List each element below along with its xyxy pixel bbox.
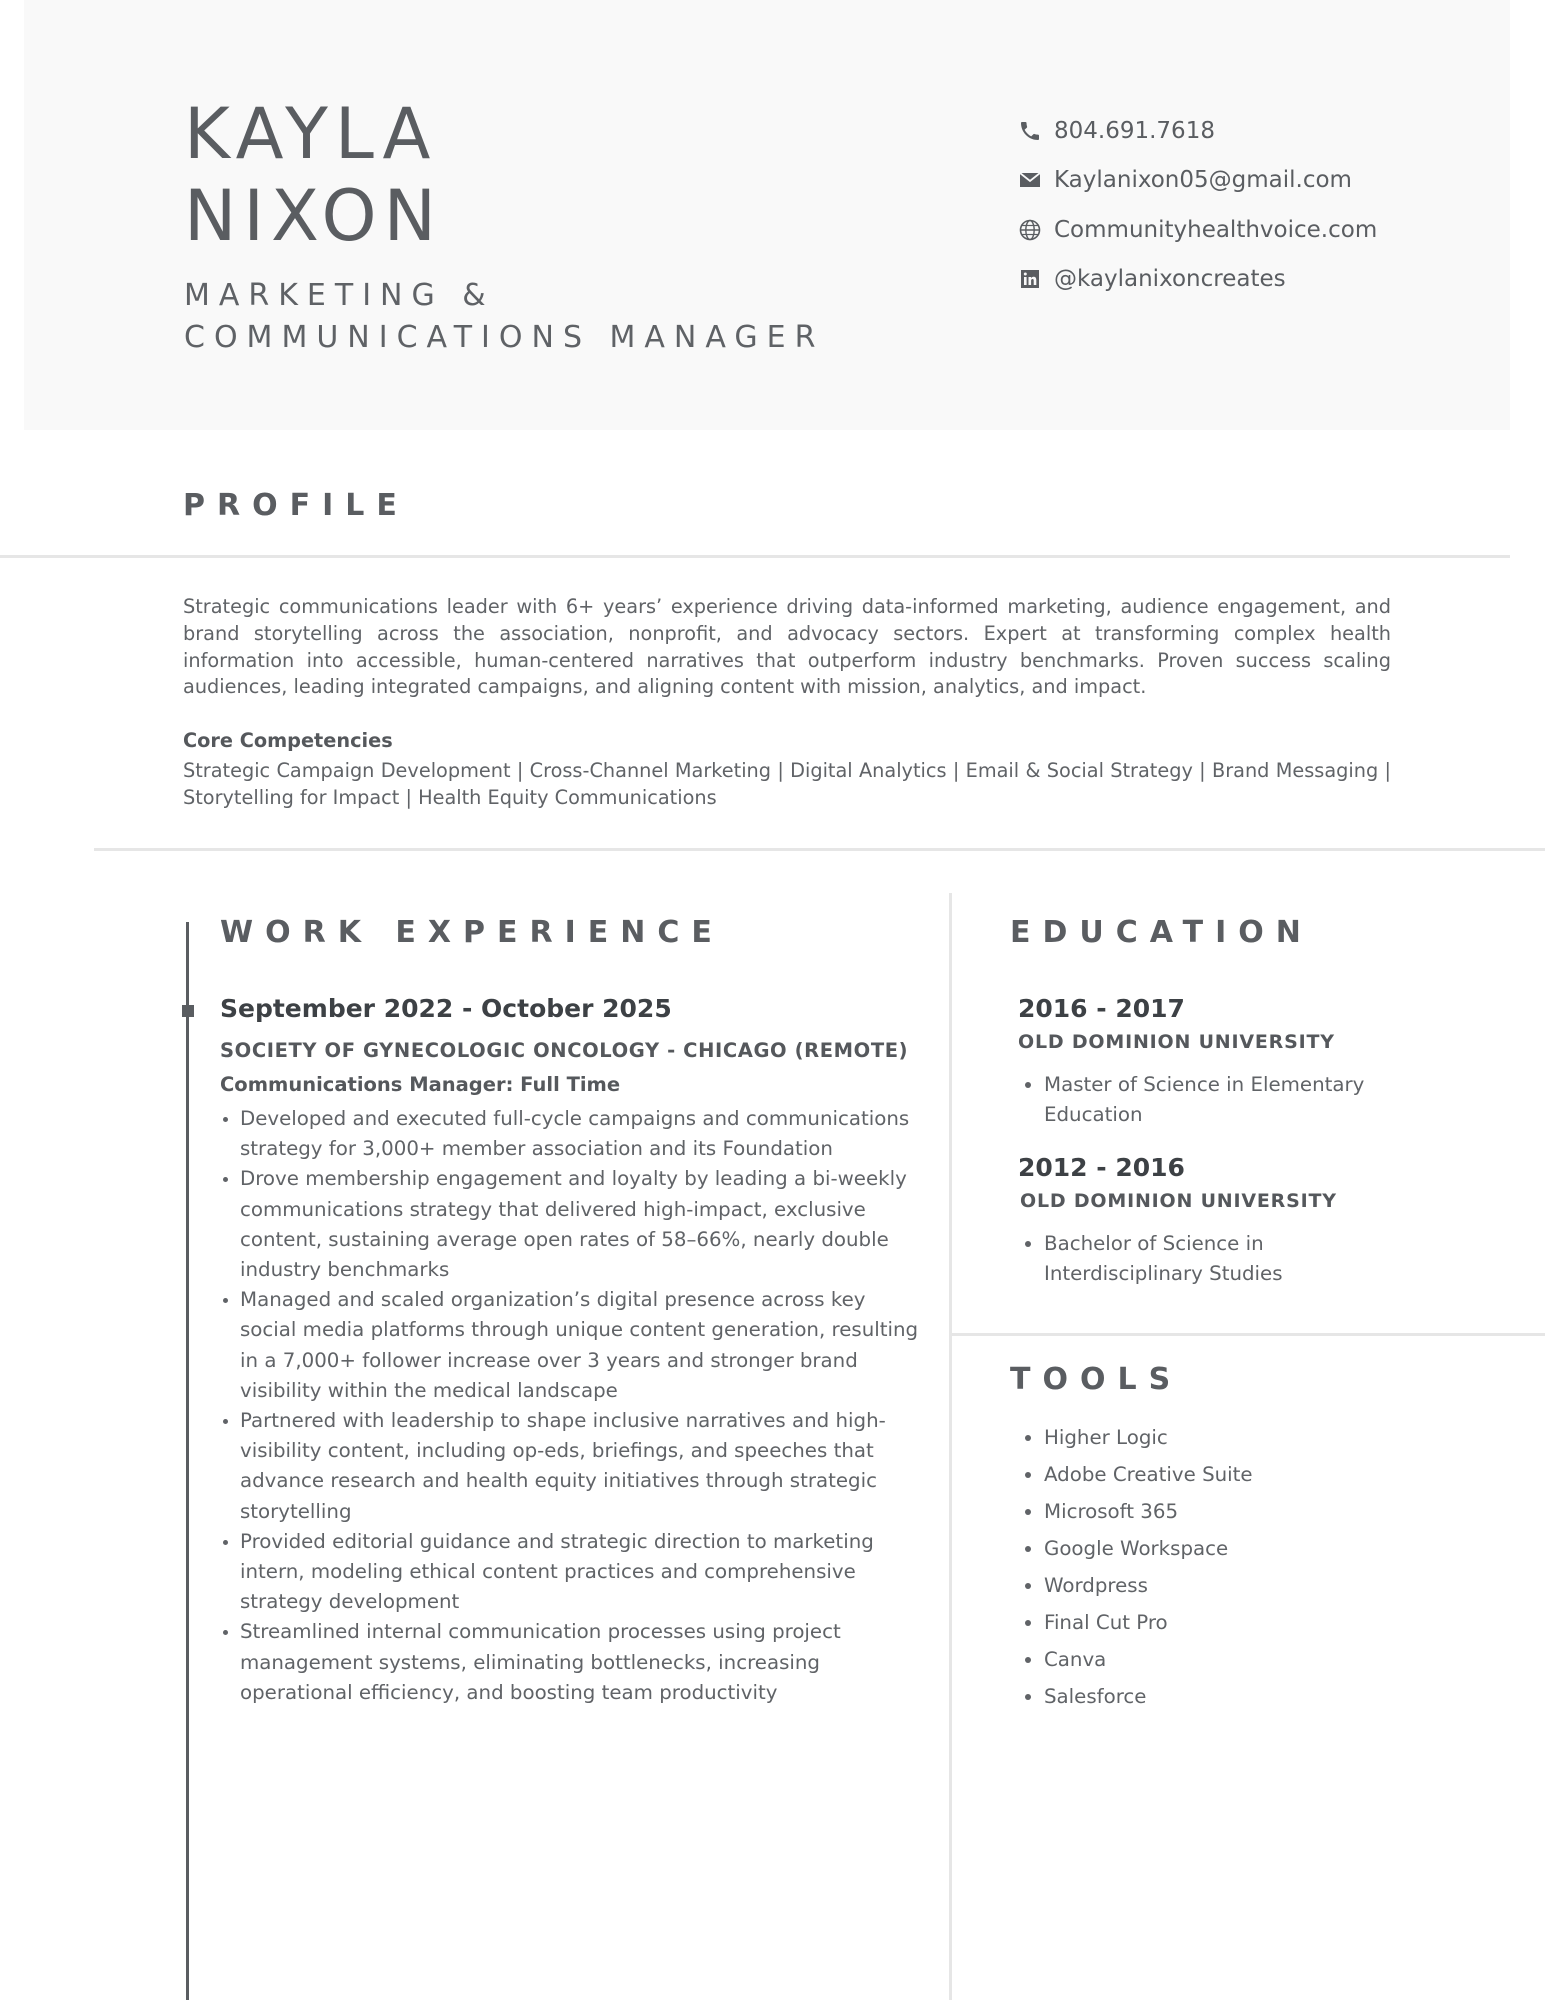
job-bullet: • Managed and scaled organization’s digital presence across key social media platforms through unique content generation, resulting in a 7,000+ follower increase over 3 years and stronger brand visibility within the medical landscape bbox=[240, 1285, 920, 1406]
tool-item: • Canva bbox=[1044, 1641, 1253, 1678]
profile-summary: Strategic communications leader with 6+ years’ experience driving data-informed marketing, audience engagement, and brand storytelling across the association, nonprofit, and advocacy sectors. Expert at transforming complex health information into accessible, human-centered narratives that outperform industry benchmarks. Proven success scaling audiences, leading integrated campaigns, and aligning content with mission, analytics, and impact. bbox=[183, 595, 1391, 699]
column-divider bbox=[949, 893, 952, 2000]
education-school: OLD DOMINION UNIVERSITY bbox=[1018, 1031, 1335, 1053]
contact-linkedin[interactable] bbox=[1014, 255, 1377, 305]
job-bullet: • Provided editorial guidance and strategic direction to marketing intern, modeling ethical content practices and comprehensive strategy development bbox=[240, 1527, 920, 1618]
contact-phone-text: 804.691.7618 bbox=[1054, 117, 1215, 144]
tool-item: • Wordpress bbox=[1044, 1567, 1253, 1604]
tools-heading: TOOLS bbox=[1010, 1362, 1183, 1397]
education-degree-list bbox=[1018, 1229, 1378, 1289]
job-bullet: • Developed and executed full-cycle campaigns and communications strategy for 3,000+ member association and its Foundation bbox=[240, 1104, 920, 1164]
job-dates: September 2022 - October 2025 bbox=[220, 994, 672, 1023]
education-years: 2012 - 2016 bbox=[1018, 1153, 1185, 1182]
first-name: KAYLA bbox=[184, 93, 438, 175]
job-title-line-2: COMMUNICATIONS MANAGER bbox=[184, 320, 825, 355]
contact-email-text: Kaylanixon05@gmail.com bbox=[1054, 167, 1352, 194]
education-heading: EDUCATION bbox=[1010, 915, 1313, 950]
contact-website[interactable] bbox=[1014, 205, 1377, 255]
education-years: 2016 - 2017 bbox=[1018, 994, 1185, 1023]
last-name: NIXON bbox=[184, 175, 443, 257]
job-title-line-1: MARKETING & bbox=[184, 278, 495, 313]
work-experience-heading: WORK EXPERIENCE bbox=[220, 915, 724, 950]
contact-website-text: Communityhealthvoice.com bbox=[1054, 216, 1378, 243]
profile-divider bbox=[0, 555, 1510, 558]
education-degree: • Master of Science in Elementary Education bbox=[1044, 1070, 1378, 1130]
tool-item: • Microsoft 365 bbox=[1044, 1493, 1253, 1530]
timeline-marker bbox=[182, 1005, 194, 1017]
job-bullet: • Partnered with leadership to shape inclusive narratives and high-visibility content, including op-eds, briefings, and speeches that advance research and health equity initiatives through strategic storytelling bbox=[240, 1406, 920, 1527]
contact-phone[interactable] bbox=[1014, 106, 1377, 156]
tool-item: • Salesforce bbox=[1044, 1678, 1253, 1715]
tool-item: • Final Cut Pro bbox=[1044, 1604, 1253, 1641]
job-bullet: • Streamlined internal communication processes using project management systems, eliminating bottlenecks, increasing operational efficiency, and boosting team productivity bbox=[240, 1617, 920, 1708]
education-degree-list bbox=[1018, 1070, 1378, 1130]
linkedin-icon bbox=[1018, 267, 1042, 291]
tools-list bbox=[1018, 1419, 1253, 1715]
globe-icon bbox=[1018, 218, 1042, 242]
core-competencies-label: Core Competencies bbox=[183, 729, 393, 752]
email-icon bbox=[1018, 168, 1042, 192]
tool-item: • Higher Logic bbox=[1044, 1419, 1253, 1456]
education-degree: • Bachelor of Science in Interdisciplinary Studies bbox=[1044, 1229, 1378, 1289]
timeline-line bbox=[186, 922, 189, 2000]
profile-bottom-divider bbox=[94, 848, 1545, 851]
job-role: Communications Manager: Full Time bbox=[220, 1073, 621, 1096]
phone-icon bbox=[1018, 119, 1042, 143]
profile-heading: PROFILE bbox=[183, 488, 409, 523]
resume-header bbox=[24, 0, 1510, 430]
education-school: OLD DOMINION UNIVERSITY bbox=[1020, 1190, 1337, 1212]
contact-list bbox=[1014, 106, 1377, 304]
tool-item: • Google Workspace bbox=[1044, 1530, 1253, 1567]
contact-linkedin-text: @kaylanixoncreates bbox=[1054, 266, 1286, 293]
core-competencies-text: Strategic Campaign Development | Cross-Channel Marketing | Digital Analytics | Email & Social Strategy | Brand Messaging | Storytelling for Impact | Health Equity Communications bbox=[183, 759, 1391, 809]
education-tools-divider bbox=[951, 1333, 1545, 1336]
job-organization: SOCIETY OF GYNECOLOGIC ONCOLOGY - CHICAGO (REMOTE) bbox=[220, 1039, 909, 1062]
job-bullet-list bbox=[220, 1104, 920, 1708]
contact-email[interactable] bbox=[1014, 156, 1377, 206]
tool-item: • Adobe Creative Suite bbox=[1044, 1456, 1253, 1493]
job-bullet: • Drove membership engagement and loyalty by leading a bi-weekly communications strategy that delivered high-impact, exclusive content, sustaining average open rates of 58–66%, nearly double industry benchmarks bbox=[240, 1164, 920, 1285]
